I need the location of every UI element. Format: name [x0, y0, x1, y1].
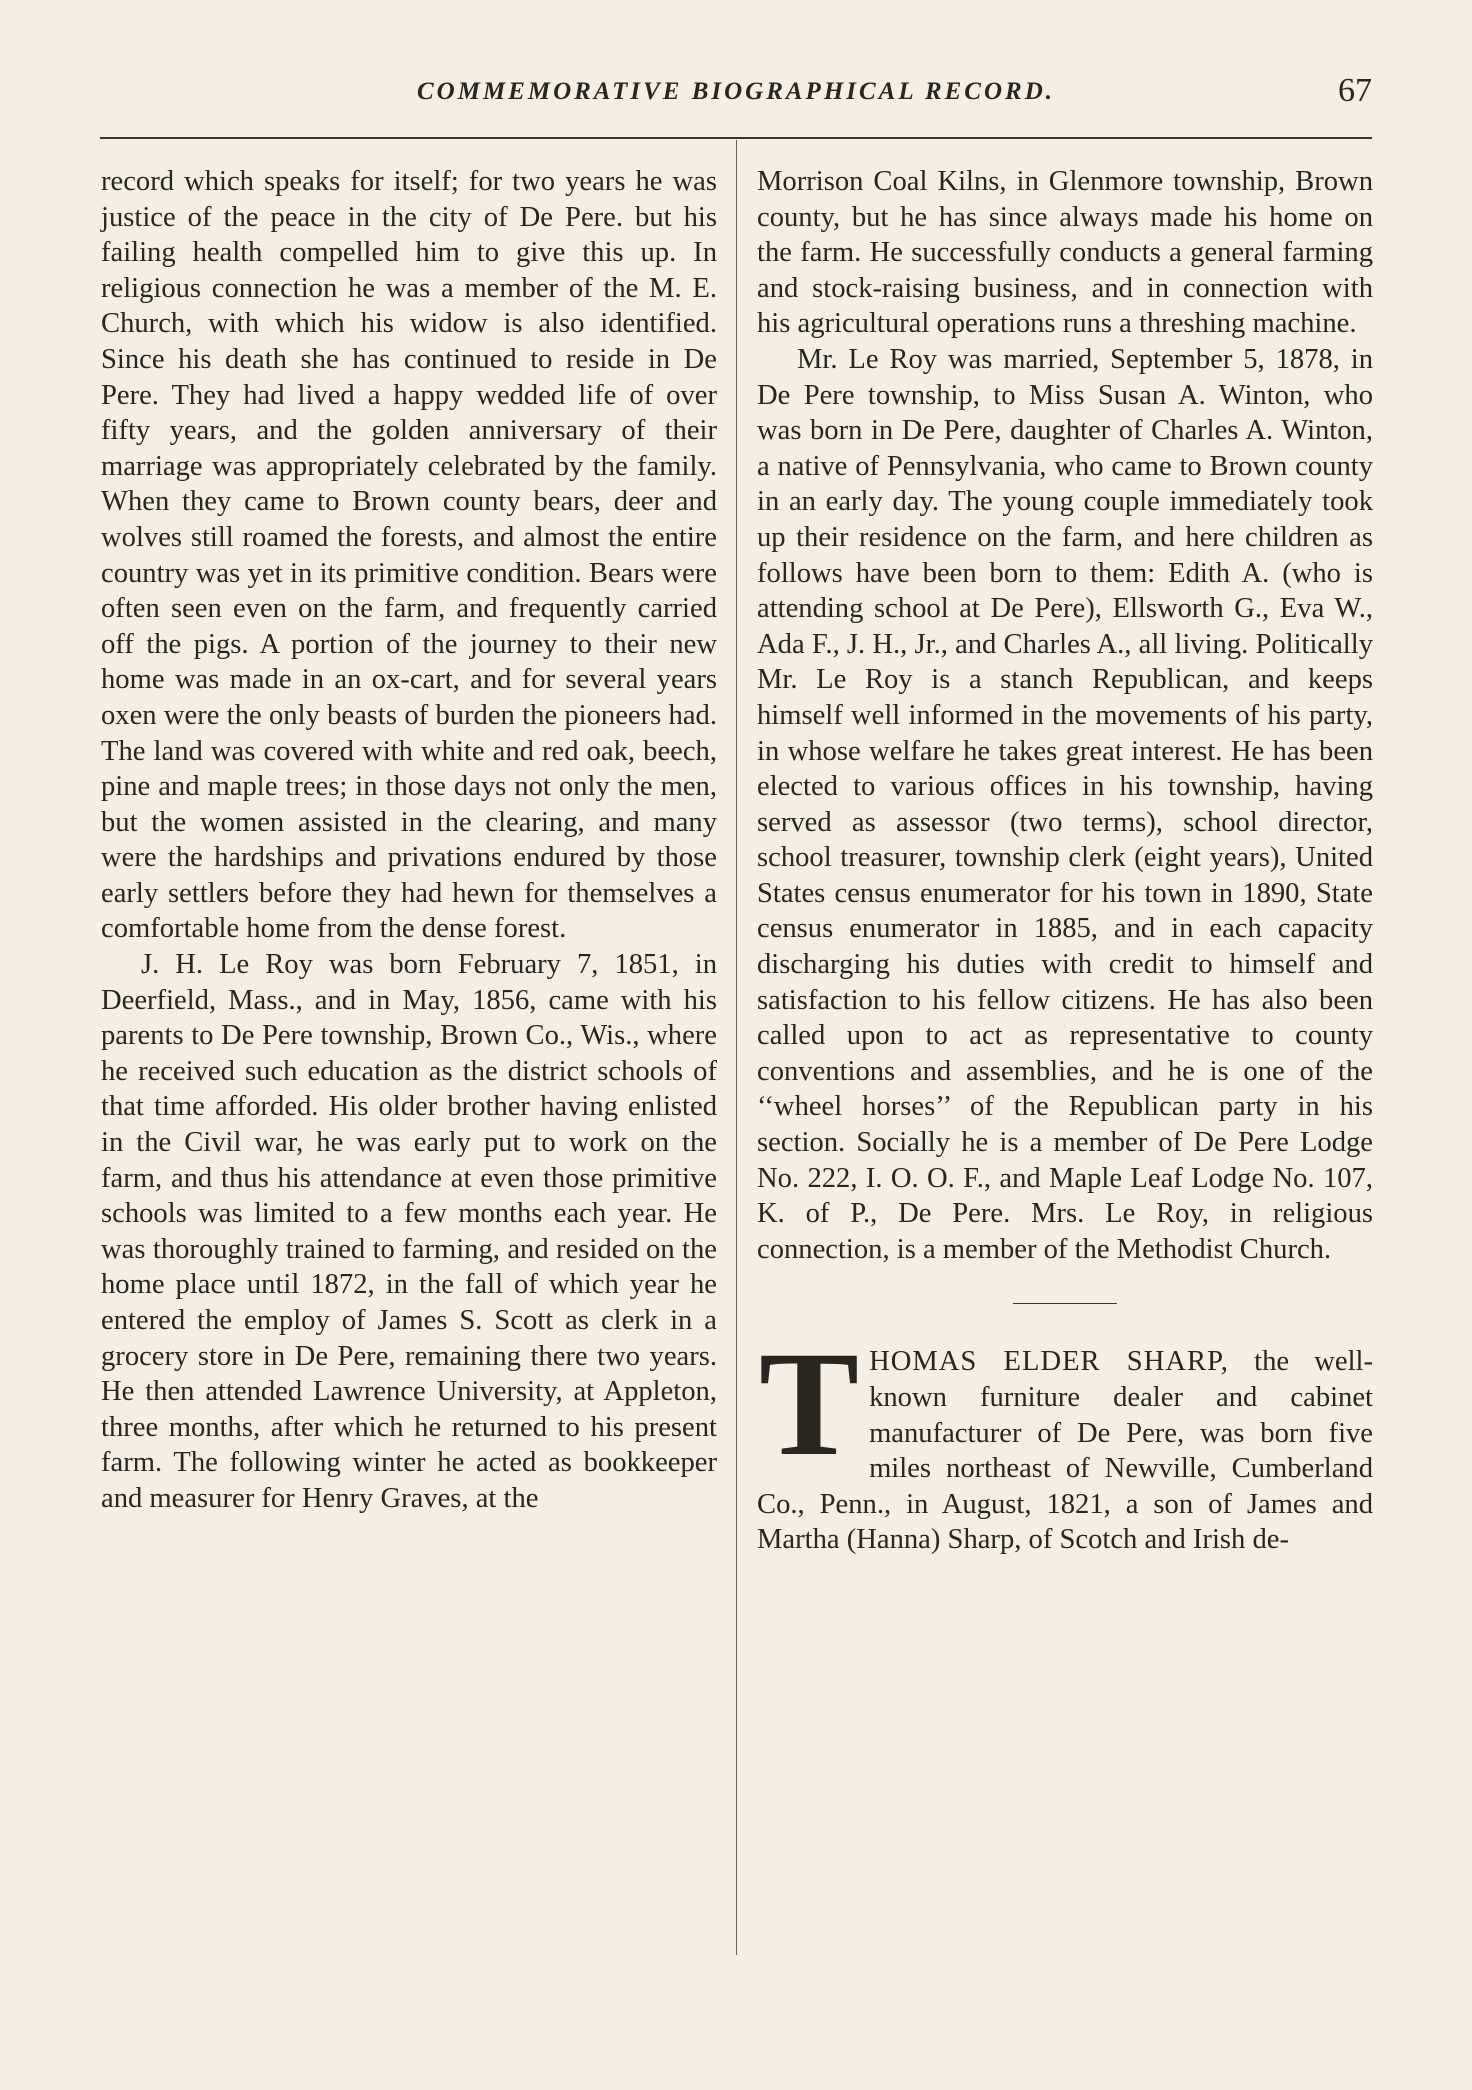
lead-name: HOMAS ELDER SHARP, [869, 1346, 1229, 1378]
paragraph-jh-le-roy: J. H. Le Roy was born February 7, 1851, in Deerfield, Mass., and in May, 1856, came with his parents to De Pere township, Brown Co., Wis., where he received such education as the district schools of that time afforded. His older brother having enlisted in the Civil war, he was early put to work on the farm, and thus his attendance at even those primitive schools was limited to a few months each year. He was thoroughly trained to farming, and resided on the home place until 1872, in the fall of which year he entered the employ of James S. Scott as clerk in a grocery store in De Pere, remaining there two years. He then attended Lawrence University, at Appleton, three months, after which he returned to his present farm. The following winter he acted as bookkeeper and measurer for Henry Graves, at the [101, 949, 717, 1514]
sharp-text: the well-known furniture dealer and cabinet manufacturer of De Pere, was born five miles northeast of Newville, Cumberland Co., Penn., in August, 1821, a son of James and Martha (Hanna) Sharp, of Scotch and Irish de- [757, 1346, 1373, 1556]
column-divider [736, 140, 737, 1955]
paragraph-marriage: Mr. Le Roy was married, September 5, 1878, in De Pere township, to Miss Susan A. Winton, who was born in De Pere, daughter of Charles A. Winton, a native of Pennsylvania, who came to Brown county in an early day. The young couple immediately took up their residence on the farm, and here children as follows have been born to them: Edith A. (who is attending school at De Pere), Ellsworth G., Eva W., Ada F., J. H., Jr., and Charles A., all living. Politically Mr. Le Roy is a stanch Republican, and keeps himself well informed in the movements of his party, in whose welfare he takes great interest. He has been elected to various offices in his township, having served as assessor (two terms), school director, school treasurer, township clerk (eight years), United States census enumerator for his town in 1890, State census enumerator in 1885, and in each capacity discharging his duties with credit to himself and satisfaction to his fellow citizens. He has also been called upon to act as representative to county conventions and assemblies, and he is one of the ‘‘wheel horses’’ of the Republican party in his section. Socially he is a member of De Pere Lodge No. 222, I. O. O. F., and Maple Leaf Lodge No. 107, K. of P., De Pere. Mrs. Le Roy, in religious connection, is a member of the Methodist Church. [757, 343, 1373, 1265]
running-title: COMMEMORATIVE BIOGRAPHICAL RECORD. [416, 78, 1056, 105]
paragraph-morrison: Morrison Coal Kilns, in Glenmore township, Brown county, but he has since always made his home on the farm. He successfully conducts a general farming and stock-raising business, and in connection with his agricultural operations runs a threshing machine. [757, 166, 1373, 340]
section-rule [1013, 1303, 1117, 1304]
page-number: 67 [1338, 72, 1372, 109]
paragraph-thomas-sharp [757, 1321, 1373, 1558]
running-head [100, 72, 1372, 118]
paragraph-record: record which speaks for itself; for two years he was justice of the peace in the city of De Pere. but his failing health compelled him to give this up. In religious connection he was a member of the M. E. Church, with which his widow is also identified. Since his death she has continued to reside in De Pere. They had lived a happy wedded life of over fifty years, and the golden anniversary of their marriage was appropriately celebrated by the family. When they came to Brown county bears, deer and wolves still roamed the forests, and almost the entire country was yet in its primitive condition. Bears were often seen even on the farm, and frequently carried off the pigs. A portion of the journey to their new home was made in an ox-cart, and for several years oxen were the only beasts of burden the pioneers had. The land was covered with white and red oak, beech, pine and maple trees; in those days not only the men, but the women assisted in the clearing, and many were the hardships and privations endured by those early settlers before they had hewn for themselves a comfortable home from the dense forest. [101, 166, 717, 945]
header-rule [100, 137, 1372, 139]
left-column [101, 164, 717, 1517]
right-column [757, 164, 1373, 1558]
drop-cap: T [759, 1321, 860, 1488]
